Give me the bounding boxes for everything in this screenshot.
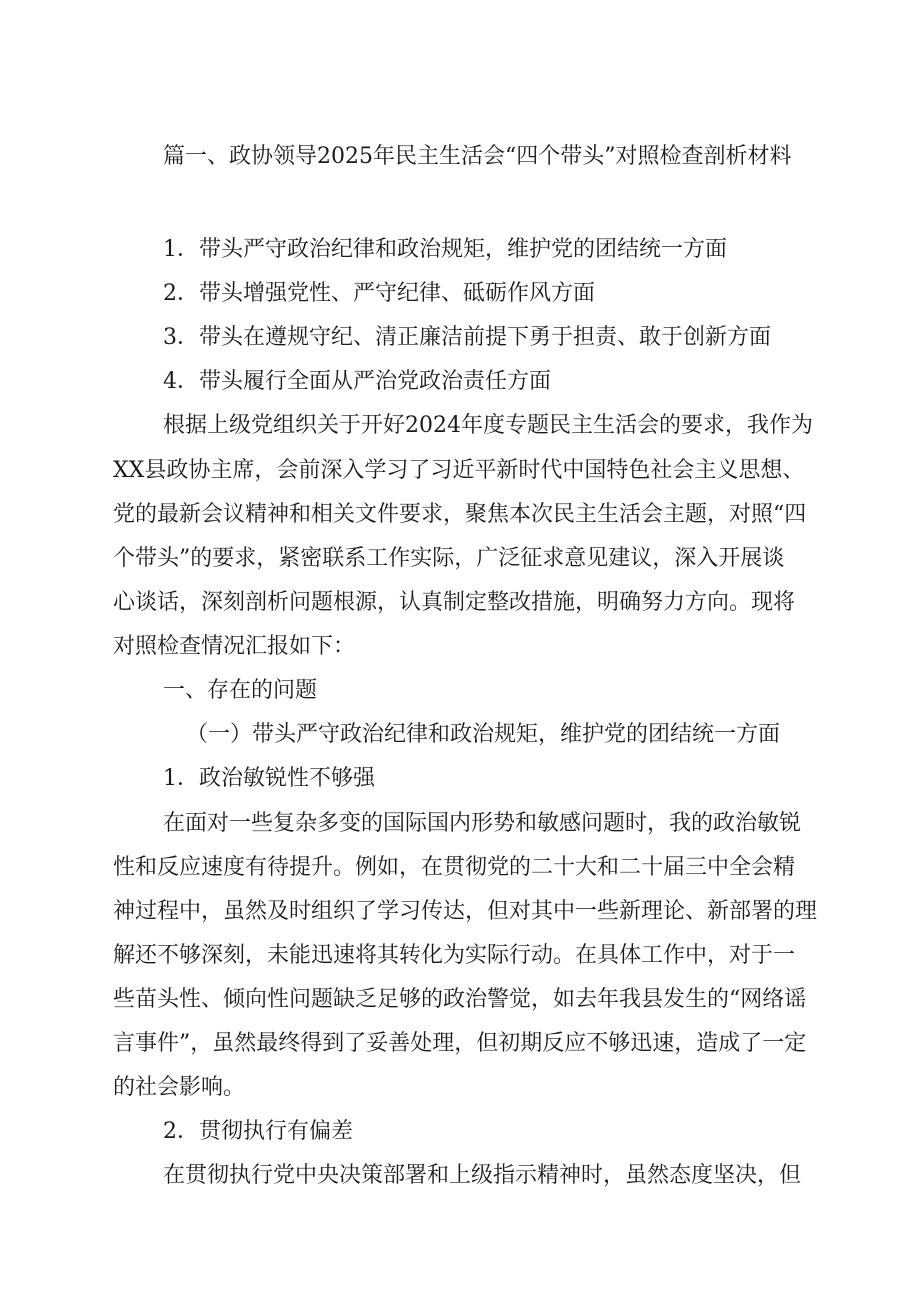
point-1-line-7: 的社会影响。 — [113, 1075, 246, 1100]
subsection-heading-1: （一）带头严守政治纪律和政治规矩，维护党的团结统一方面 — [186, 722, 781, 747]
point-1-line-4: 解还不够深刻，未能迅速将其转化为实际行动。在具体工作中，对于一 — [113, 943, 796, 968]
point-1-line-6: 言事件”，虽然最终得到了妥善处理，但初期反应不够迅速，造成了一定 — [113, 1031, 807, 1056]
intro-line-5: 心谈话，深刻剖析问题根源，认真制定整改措施，明确努力方向。现将 — [113, 590, 796, 615]
outline-item-2: 2．带头增强党性、严守纪律、砥砺作风方面 — [163, 281, 595, 306]
outline-item-3: 3．带头在遵规守纪、清正廉洁前提下勇于担责、敢于创新方面 — [163, 325, 771, 350]
intro-line-2: XX县政协主席，会前深入学习了习近平新时代中国特色社会主义思想、 — [113, 458, 805, 483]
intro-line-1: 根据上级党组织关于开好2024年度专题民主生活会的要求，我作为 — [163, 413, 813, 438]
intro-line-4: 个带头”的要求，紧密联系工作实际，广泛征求意见建议，深入开展谈 — [113, 546, 785, 571]
point-1-line-1: 在面对一些复杂多变的国际国内形势和敏感问题时，我的政治敏锐 — [163, 811, 802, 836]
section-heading-1: 一、存在的问题 — [163, 678, 318, 703]
intro-line-3: 党的最新会议精神和相关文件要求，聚焦本次民主生活会主题，对照“四 — [113, 502, 807, 527]
intro-line-6: 对照检查情况汇报如下： — [113, 634, 356, 659]
outline-item-1: 1．带头严守政治纪律和政治规矩，维护党的团结统一方面 — [163, 237, 727, 262]
point-1-line-3: 神过程中，虽然及时组织了学习传达，但对其中一些新理论、新部署的理 — [113, 899, 818, 924]
point-2-line-1: 在贯彻执行党中央决策部署和上级指示精神时，虽然态度坚决，但 — [163, 1163, 802, 1188]
outline-item-4: 4．带头履行全面从严治党政治责任方面 — [163, 369, 551, 394]
point-1-line-2: 性和反应速度有待提升。例如，在贯彻党的二十大和二十届三中全会精 — [113, 855, 796, 880]
point-2-title: 2．贯彻执行有偏差 — [163, 1119, 353, 1144]
point-1-title: 1．政治敏锐性不够强 — [163, 766, 375, 791]
document-title: 篇一、政协领导2025年民主生活会“四个带头”对照检查剖析材料 — [163, 144, 792, 169]
point-1-line-5: 些苗头性、倾向性问题缺乏足够的政治警觉，如去年我县发生的“网络谣 — [113, 987, 807, 1012]
